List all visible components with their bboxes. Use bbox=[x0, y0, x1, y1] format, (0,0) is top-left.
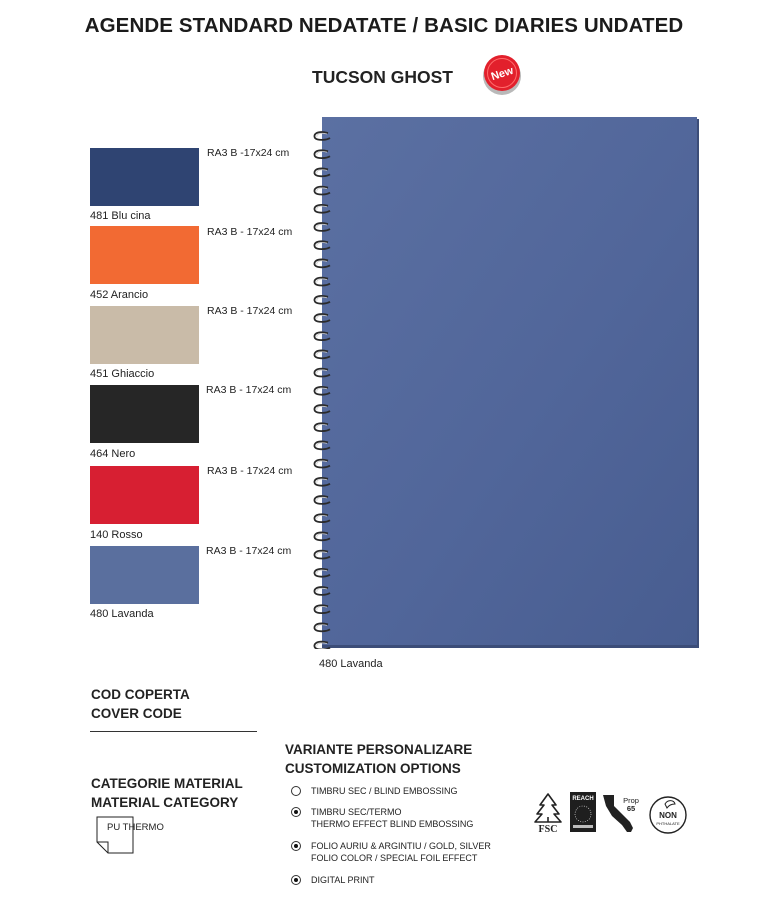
swatch-452 bbox=[90, 226, 199, 284]
cover-code-label bbox=[91, 685, 190, 723]
customization-title-line2: CUSTOMIZATION OPTIONS bbox=[285, 761, 461, 776]
option-blind-embossing[interactable] bbox=[291, 785, 458, 797]
option-thermo-embossing[interactable] bbox=[291, 806, 473, 830]
prop65-logo-icon bbox=[600, 792, 646, 834]
swatch-size: RA3 B - 17x24 cm bbox=[206, 384, 292, 396]
material-category-line1: CATEGORIE MATERIAL bbox=[91, 776, 243, 791]
notebook-image bbox=[312, 117, 700, 649]
option-sublabel: FOLIO COLOR / SPECIAL FOIL EFFECT bbox=[311, 853, 478, 863]
reach-logo-icon bbox=[570, 792, 596, 832]
swatch-code: 451 Ghiaccio bbox=[90, 368, 155, 380]
radio-selected-icon[interactable] bbox=[291, 875, 301, 885]
swatch-code: 452 Arancio bbox=[90, 289, 149, 301]
material-category-label bbox=[91, 774, 243, 812]
customization-title-line1: VARIANTE PERSONALIZARE bbox=[285, 742, 473, 757]
option-label: TIMBRU SEC/TERMO bbox=[311, 807, 402, 817]
non-phthalate-line2: PHTHALATE bbox=[656, 821, 680, 826]
swatch-140 bbox=[90, 466, 199, 524]
material-value: PU THERMO bbox=[107, 822, 164, 833]
customization-title bbox=[285, 740, 472, 778]
divider bbox=[90, 731, 257, 732]
option-label: DIGITAL PRINT bbox=[311, 875, 375, 885]
swatch-451 bbox=[90, 306, 199, 364]
page-title: AGENDE STANDARD NEDATATE / BASIC DIARIES UNDATED bbox=[84, 14, 684, 37]
option-sublabel: THERMO EFFECT BLIND EMBOSSING bbox=[311, 819, 474, 829]
swatch-464 bbox=[90, 385, 199, 443]
new-badge-icon bbox=[480, 52, 524, 96]
swatch-481 bbox=[90, 148, 199, 206]
option-label: FOLIO AURIU & ARGINTIU / GOLD, SILVER bbox=[311, 841, 491, 851]
radio-icon[interactable] bbox=[291, 786, 301, 796]
prop65-line1: Prop bbox=[623, 796, 639, 805]
swatch-size: RA3 B -17x24 cm bbox=[207, 147, 290, 159]
new-badge-text: New bbox=[489, 64, 515, 84]
swatch-code: 480 Lavanda bbox=[90, 608, 154, 620]
prop65-line2: 65 bbox=[626, 804, 636, 813]
swatch-480 bbox=[90, 546, 199, 604]
material-category-line2: MATERIAL CATEGORY bbox=[91, 795, 239, 810]
notebook-caption: 480 Lavanda bbox=[319, 658, 383, 670]
radio-selected-icon[interactable] bbox=[291, 841, 301, 851]
cover-code-line1: COD COPERTA bbox=[91, 687, 190, 702]
fsc-logo-icon bbox=[531, 792, 565, 834]
non-phthalate-line1: NON bbox=[659, 811, 677, 820]
swatch-code: 481 Blu cina bbox=[90, 210, 151, 222]
radio-selected-icon[interactable] bbox=[291, 807, 301, 817]
fsc-text: FSC bbox=[538, 824, 558, 834]
swatch-code: 140 Rosso bbox=[90, 529, 143, 541]
option-digital-print[interactable] bbox=[291, 874, 375, 886]
reach-text: REACH bbox=[572, 796, 594, 802]
option-label: TIMBRU SEC / BLIND EMBOSSING bbox=[311, 786, 458, 796]
non-phthalate-logo-icon bbox=[648, 795, 688, 835]
swatch-code: 464 Nero bbox=[90, 448, 136, 460]
swatch-size: RA3 B - 17x24 cm bbox=[207, 465, 293, 477]
cover-code-line2: COVER CODE bbox=[91, 706, 182, 721]
option-foil[interactable] bbox=[291, 840, 491, 864]
swatch-size: RA3 B - 17x24 cm bbox=[206, 545, 292, 557]
product-name: TUCSON GHOST bbox=[312, 67, 453, 87]
swatch-size: RA3 B - 17x24 cm bbox=[207, 305, 293, 317]
swatch-size: RA3 B - 17x24 cm bbox=[207, 226, 293, 238]
